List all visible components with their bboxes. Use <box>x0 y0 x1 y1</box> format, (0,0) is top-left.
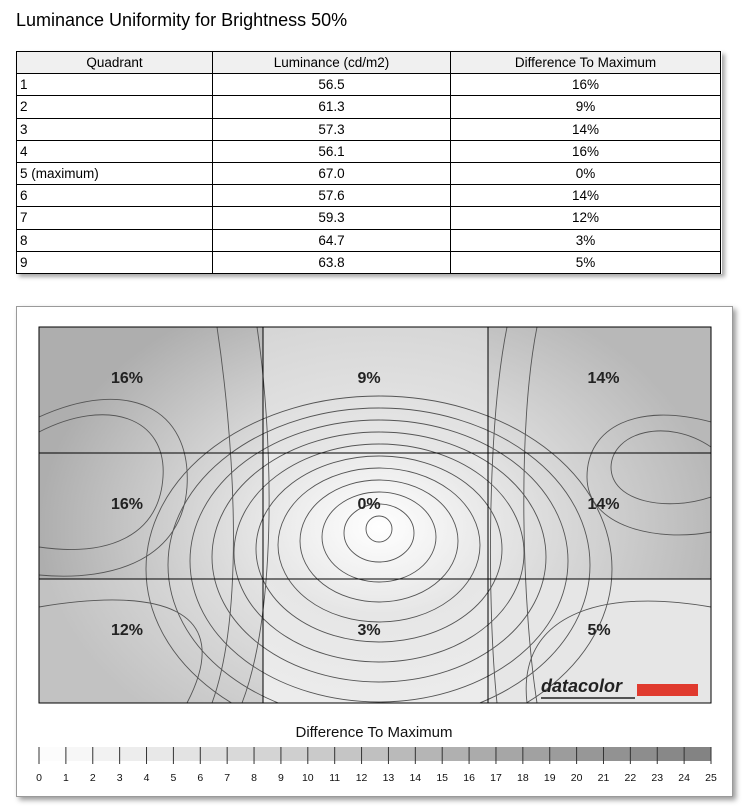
cell-luminance: 67.0 <box>213 162 451 184</box>
legend-tick-label: 25 <box>705 772 717 784</box>
cell-luminance: 64.7 <box>213 229 451 251</box>
table-row <box>17 96 721 118</box>
legend-tick-label: 13 <box>382 772 395 784</box>
table-row <box>17 118 721 140</box>
legend-swatch <box>630 747 657 761</box>
luminance-table-container <box>16 51 722 274</box>
table-row <box>17 207 721 229</box>
legend-tick-label: 20 <box>570 772 583 784</box>
legend-tick-label: 15 <box>436 772 449 784</box>
cell-difference: 12% <box>451 207 721 229</box>
legend-swatch <box>577 747 604 761</box>
cell-difference: 5% <box>451 251 721 273</box>
cell-value-label: 12% <box>111 622 144 639</box>
legend-tick-label: 22 <box>624 772 637 784</box>
cell-quadrant: 5 (maximum) <box>17 162 213 184</box>
cell-luminance: 61.3 <box>213 96 451 118</box>
legend-swatch <box>308 747 335 761</box>
legend-swatch <box>254 747 281 761</box>
cell-difference: 3% <box>451 229 721 251</box>
cell-value-label: 16% <box>111 496 144 513</box>
cell-value-label: 9% <box>357 370 381 387</box>
cell-luminance: 59.3 <box>213 207 451 229</box>
legend-tick-label: 10 <box>301 772 314 784</box>
legend-swatch <box>173 747 200 761</box>
legend-swatch <box>523 747 550 761</box>
table-row <box>17 74 721 96</box>
legend-tick-label: 19 <box>543 772 556 784</box>
cell-luminance: 56.5 <box>213 74 451 96</box>
page-title: Luminance Uniformity for Brightness 50% <box>16 10 348 30</box>
legend-tick-label: 6 <box>197 772 204 784</box>
legend-swatch <box>657 747 684 761</box>
cell-quadrant: 9 <box>17 251 213 273</box>
legend-tick-label: 3 <box>116 772 123 784</box>
table-row <box>17 229 721 251</box>
legend-tick-label: 21 <box>597 772 610 784</box>
cell-difference: 16% <box>451 74 721 96</box>
legend-tick-label: 12 <box>355 772 368 784</box>
cell-luminance: 57.6 <box>213 185 451 207</box>
cell-value-label: 14% <box>587 370 620 387</box>
legend-swatch <box>603 747 630 761</box>
legend-swatch <box>550 747 577 761</box>
cell-quadrant: 7 <box>17 207 213 229</box>
legend-swatch <box>362 747 389 761</box>
cell-quadrant: 8 <box>17 229 213 251</box>
legend-tick-label: 11 <box>329 772 341 784</box>
header-difference: Difference To Maximum <box>451 52 721 74</box>
table-row <box>17 185 721 207</box>
legend-tick-label: 23 <box>651 772 664 784</box>
luminance-table <box>16 51 721 274</box>
legend-swatch <box>200 747 227 761</box>
legend-swatch <box>120 747 147 761</box>
legend-swatch <box>147 747 174 761</box>
legend-swatch <box>39 747 66 761</box>
table-row <box>17 140 721 162</box>
cell-value-label: 0% <box>357 496 381 513</box>
legend-swatch <box>684 747 711 761</box>
legend-swatch <box>442 747 469 761</box>
legend-swatch <box>93 747 120 761</box>
cell-quadrant: 3 <box>17 118 213 140</box>
cell-quadrant: 6 <box>17 185 213 207</box>
legend-swatch <box>66 747 93 761</box>
cell-quadrant: 4 <box>17 140 213 162</box>
cell-difference: 14% <box>451 118 721 140</box>
legend-tick-label: 18 <box>516 772 529 784</box>
legend-tick-label: 17 <box>490 772 502 784</box>
logo-bar <box>637 684 698 696</box>
cell-difference: 9% <box>451 96 721 118</box>
cell-quadrant: 2 <box>17 96 213 118</box>
uniformity-chart-panel <box>16 306 733 797</box>
legend-tick-label: 5 <box>170 772 177 784</box>
legend-swatch <box>281 747 308 761</box>
table-row <box>17 162 721 184</box>
legend-tick-label: 9 <box>277 772 284 784</box>
legend-tick-label: 24 <box>678 772 690 784</box>
legend-tick-label: 7 <box>224 772 231 784</box>
uniformity-chart <box>17 307 732 796</box>
legend-title: Difference To Maximum <box>295 724 453 741</box>
header-quadrant: Quadrant <box>17 52 213 74</box>
table-row <box>17 251 721 273</box>
cell-value-label: 5% <box>587 622 611 639</box>
legend-tick-label: 4 <box>143 772 150 784</box>
legend-swatch <box>227 747 254 761</box>
cell-value-label: 3% <box>357 622 381 639</box>
cell-difference: 14% <box>451 185 721 207</box>
legend-tick-label: 14 <box>409 772 422 784</box>
table-header-row <box>17 52 721 74</box>
header-luminance: Luminance (cd/m2) <box>213 52 451 74</box>
cell-quadrant: 1 <box>17 74 213 96</box>
legend-tick-label: 1 <box>62 772 69 784</box>
cell-luminance: 57.3 <box>213 118 451 140</box>
legend-swatch <box>415 747 442 761</box>
legend-swatch <box>496 747 523 761</box>
legend-swatch <box>388 747 415 761</box>
legend-swatch <box>469 747 496 761</box>
cell-luminance: 63.8 <box>213 251 451 273</box>
legend-swatch <box>335 747 362 761</box>
legend-tick-label: 0 <box>36 772 42 784</box>
legend-tick-label: 16 <box>463 772 475 784</box>
legend-tick-label: 2 <box>89 772 96 784</box>
cell-difference: 0% <box>451 162 721 184</box>
cell-difference: 16% <box>451 140 721 162</box>
cell-luminance: 56.1 <box>213 140 451 162</box>
datacolor-logo: datacolor <box>541 676 623 696</box>
cell-value-label: 14% <box>587 496 620 513</box>
cell-value-label: 16% <box>111 370 144 387</box>
legend-tick-label: 8 <box>251 772 257 784</box>
